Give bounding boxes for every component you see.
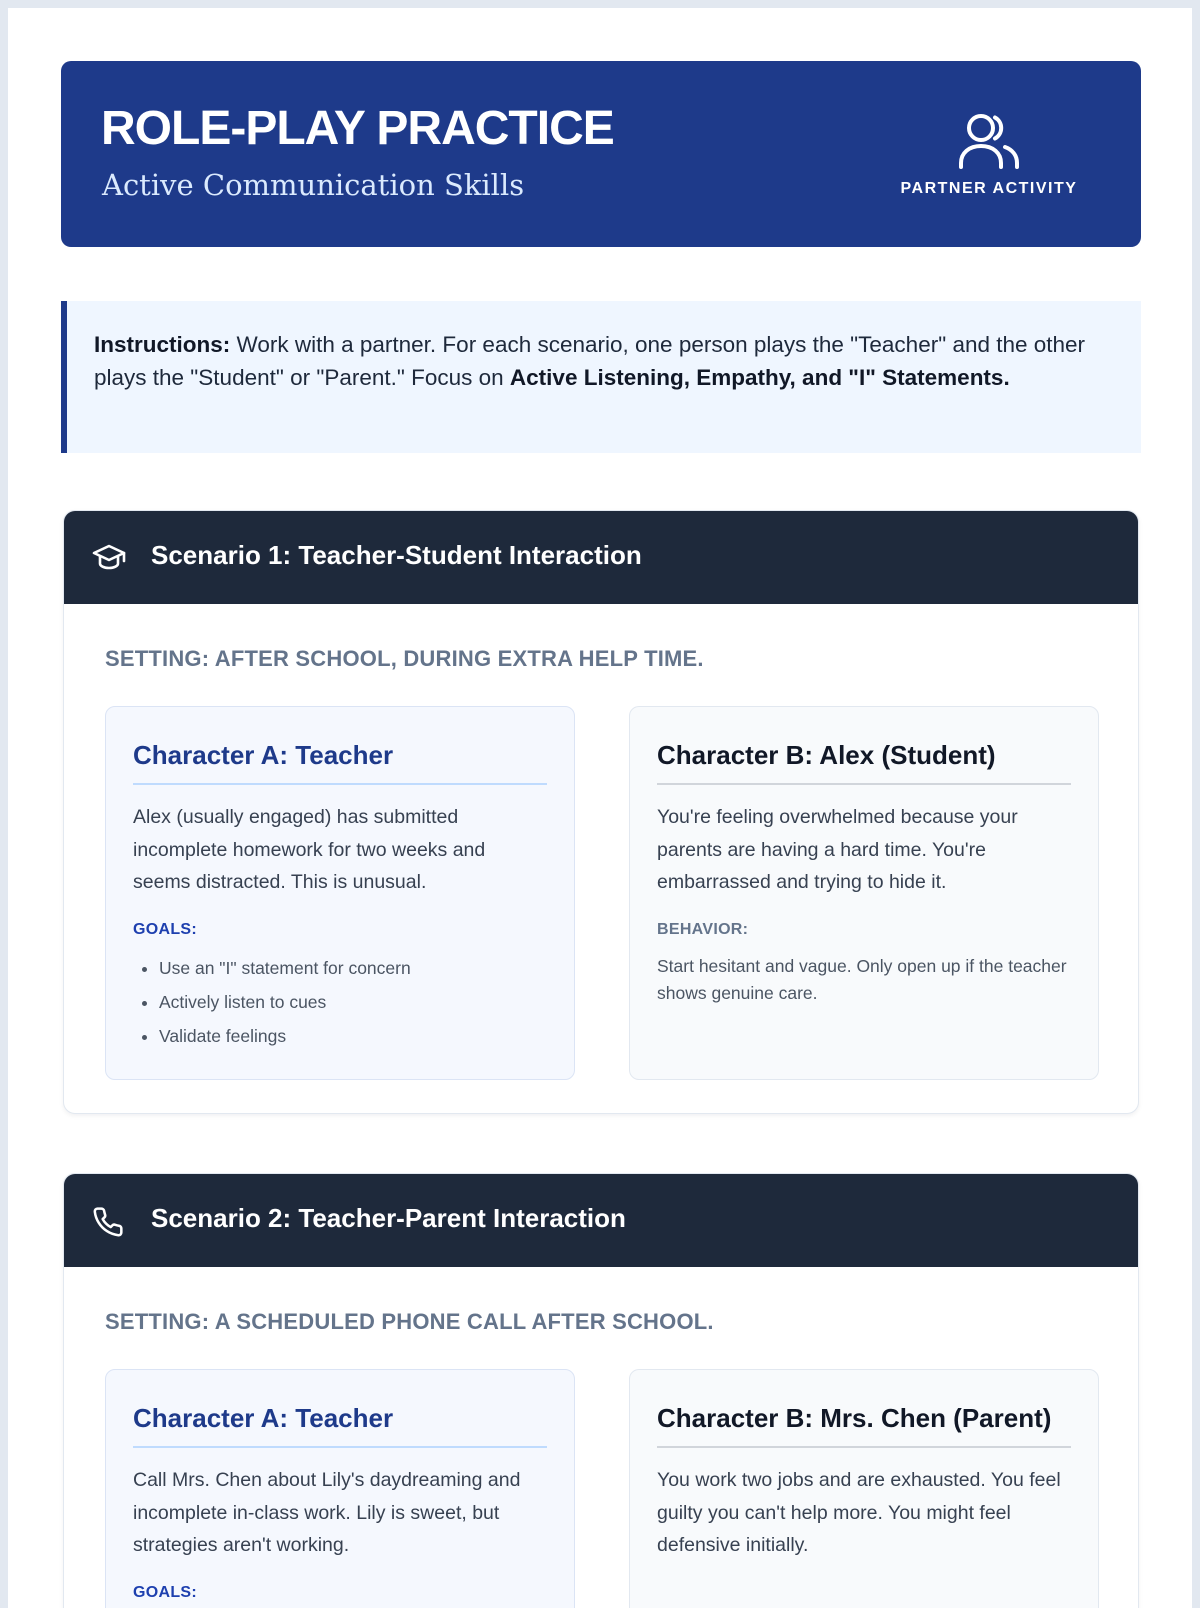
scenario-1-setting: SETTING: AFTER SCHOOL, DURING EXTRA HELP TIME. — [105, 646, 704, 671]
badge-label: PARTNER ACTIVITY — [900, 180, 1078, 197]
behavior-text: Start hesitant and vague. Only open up if the teacher shows genuine care. — [657, 955, 1067, 1003]
character-a-card — [105, 1369, 575, 1608]
goals-label: GOALS: — [133, 920, 198, 938]
users-icon — [957, 111, 1021, 171]
character-a-description: Alex (usually engaged) has submitted incomplete homework for two weeks and seems distracted. This is unusual. — [133, 806, 486, 893]
graduation-cap-icon — [92, 543, 126, 571]
goals-label: GOALS: — [133, 1583, 198, 1601]
instructions-focus: Active Listening, Empathy, and "I" Statements. — [509, 365, 1010, 390]
scenario-2-card — [63, 1173, 1139, 1608]
character-b-title: Character B: Mrs. Chen (Parent) — [657, 1398, 1071, 1448]
goal-item: • Actively listen to cues — [159, 985, 547, 1019]
partner-activity-badge — [894, 111, 1084, 198]
page-header — [61, 61, 1141, 247]
behavior-label: BEHAVIOR: — [657, 920, 749, 938]
character-a-description: Call Mrs. Chen about Lily's daydreaming and incomplete in-class work. Lily is sweet, but strategies aren't working. — [133, 1469, 521, 1556]
scenario-2-header — [64, 1174, 1138, 1267]
scenario-1-card — [63, 510, 1139, 1114]
instructions-box — [61, 301, 1141, 453]
goals-list — [133, 951, 547, 1053]
character-a-title: Character A: Teacher — [133, 1398, 547, 1448]
instructions-lead: Instructions: — [94, 332, 231, 357]
page-subtitle: Active Communication Skills — [102, 168, 525, 202]
character-b-card — [629, 1369, 1099, 1608]
scenario-1-title: Scenario 1: Teacher-Student Interaction — [151, 540, 642, 570]
instructions-text: Work with a partner. For each scenario, one person plays the "Teacher" and the other plays the "Student" or "Parent." Focus on — [94, 332, 1086, 390]
character-b-card — [629, 706, 1099, 1080]
phone-icon — [92, 1206, 124, 1238]
goal-item: • Use an "I" statement for concern — [159, 951, 547, 985]
scenario-2-setting: SETTING: A SCHEDULED PHONE CALL AFTER SCHOOL. — [105, 1309, 714, 1334]
scenario-1-header — [64, 511, 1138, 604]
character-b-description: You're feeling overwhelmed because your parents are having a hard time. You're embarrassed and trying to hide it. — [657, 806, 1018, 893]
scenario-2-title: Scenario 2: Teacher-Parent Interaction — [151, 1203, 626, 1233]
worksheet-page — [8, 8, 1192, 1608]
character-b-description: You work two jobs and are exhausted. You feel guilty you can't help more. You might feel defensive initially. — [657, 1469, 1061, 1556]
character-b-title: Character B: Alex (Student) — [657, 735, 1071, 785]
goal-item: • Validate feelings — [159, 1019, 547, 1053]
character-a-card — [105, 706, 575, 1080]
page-title: ROLE-PLAY PRACTICE — [101, 102, 614, 155]
character-a-title: Character A: Teacher — [133, 735, 547, 785]
